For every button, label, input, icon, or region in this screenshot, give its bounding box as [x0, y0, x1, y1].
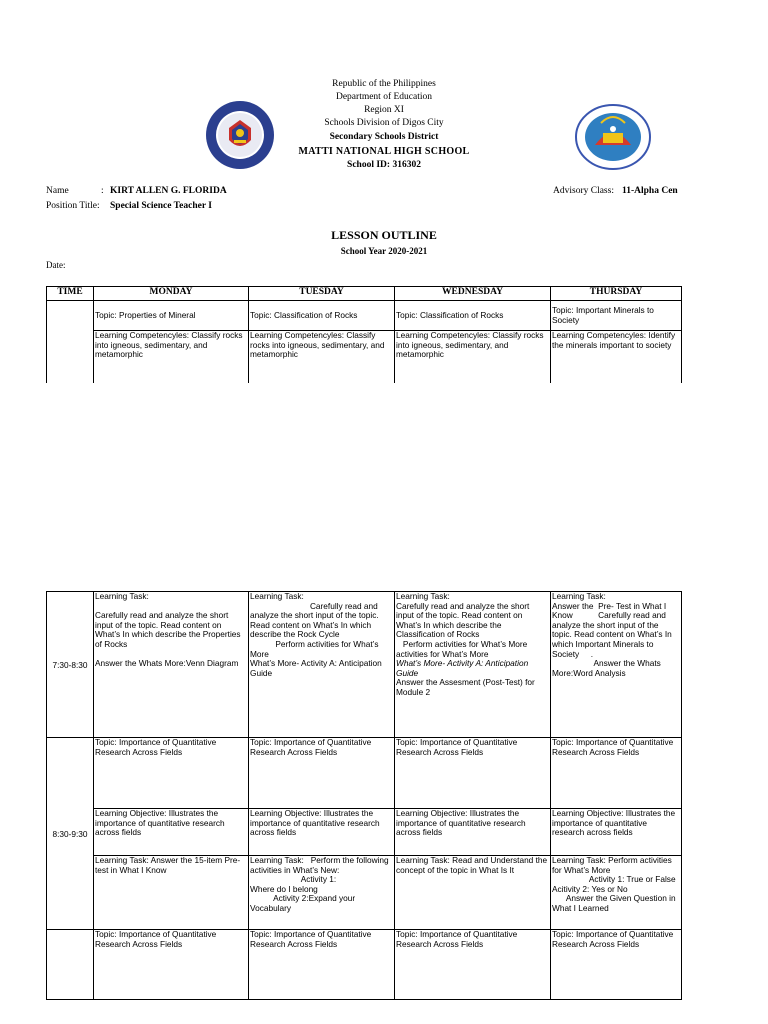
advisory-value: 11-Alpha Cen [622, 186, 678, 196]
time-cell [47, 930, 94, 1000]
name-value: KIRT ALLEN G. FLORIDA [110, 186, 227, 196]
document-title: LESSON OUTLINE [331, 228, 437, 242]
table-row [47, 592, 682, 738]
topic-cell: Topic: Importance of Quantitative Research Across Fields [551, 930, 682, 1000]
task-cell: Learning Task: Answer the Pre- Test in What I Know Carefully read and analyze the short input of the topic. Read content on What’s In which Important Minerals to Society . Answer the Whats More:Word Analysis [551, 592, 682, 738]
table-header-row [47, 287, 682, 301]
topic-cell: Topic: Importance of Quantitative Research Across Fields [249, 930, 395, 1000]
objective-cell: Learning Objective: Illustrates the importance of quantitative research across fields [94, 809, 249, 856]
header-line-3: Region XI [364, 105, 404, 115]
objective-cell: Learning Objective: Illustrates the importance of quantitative research across fields [551, 809, 682, 856]
topic-cell: Topic: Importance of Quantitative Research Across Fields [94, 738, 249, 809]
table-row [47, 856, 682, 930]
lesson-table-top [46, 286, 682, 383]
competency-cell: Learning Competencyles: Classify rocks into igneous, sedimentary, and metamorphic [249, 331, 395, 384]
table-row [47, 930, 682, 1000]
task-text: Learning Task: Carefully read and analyze the short input of the topic. Read content on What’s In which describe the Classification of Rocks Perform activities for What’s More activities for What’s More [396, 591, 530, 659]
date-label: Date: [46, 260, 66, 270]
task-cell: Learning Task: Carefully read and analyze the short input of the topic. Read content on What’s In which describe the Rock Cycle Perform activities for What’s More What’s More- Activity A: Anticipation Guide [249, 592, 395, 738]
competency-cell: Learning Competencyles: Classify rocks into igneous, sedimentary, and metamorphic [94, 331, 249, 384]
name-label: Name [46, 186, 69, 196]
task-text: Answer the Assesment (Post-Test) for Module 2 [396, 677, 538, 697]
topic-cell: Topic: Importance of Quantitative Research Across Fields [249, 738, 395, 809]
position-value: Special Science Teacher I [110, 201, 212, 211]
advisory-label: Advisory Class: [553, 186, 614, 196]
position-label: Position Title: [46, 201, 100, 211]
topic-cell: Topic: Importance of Quantitative Research Across Fields [551, 738, 682, 809]
time-cell: 8:30-9:30 [47, 738, 94, 930]
task-cell: Learning Task: Carefully read and analyze the short input of the topic. Read content on What’s In which describe the Properties of Rocks Answer the Whats More:Venn Diagram [94, 592, 249, 738]
task-cell: Learning Task: Answer the 15-item Pre-test in What I Know [94, 856, 249, 930]
header-monday: MONDAY [94, 287, 249, 301]
table-row [47, 738, 682, 809]
topic-cell: Topic: Importance of Quantitative Research Across Fields [395, 738, 551, 809]
task-cell: Learning Task: Read and Understand the concept of the topic in What Is It [395, 856, 551, 930]
topic-cell: Topic: Properties of Mineral [94, 301, 249, 331]
task-cell: Learning Task: Perform the following activities in What’s New: Activity 1: Where do I belong Activity 2:Expand your Vocabulary [249, 856, 395, 930]
table-row [47, 809, 682, 856]
header-thursday: THURSDAY [551, 287, 682, 301]
topic-cell: Topic: Classification of Rocks [395, 301, 551, 331]
school-id: School ID: 316302 [347, 160, 421, 170]
header-time: TIME [47, 287, 94, 301]
time-cell [47, 301, 94, 384]
objective-cell: Learning Objective: Illustrates the importance of quantitative research across fields [395, 809, 551, 856]
topic-cell: Topic: Important Minerals to Society [551, 301, 682, 331]
topic-cell: Topic: Importance of Quantitative Research Across Fields [94, 930, 249, 1000]
school-district: Secondary Schools District [329, 132, 439, 142]
table-row [47, 301, 682, 331]
school-year: School Year 2020-2021 [340, 246, 428, 256]
task-italic: What’s More- Activity A: Anticipation Guide [396, 658, 531, 678]
topic-cell: Topic: Importance of Quantitative Research Across Fields [395, 930, 551, 1000]
competency-cell: Learning Competencyles: Classify rocks into igneous, sedimentary, and metamorphic [395, 331, 551, 384]
lesson-table-bottom [46, 591, 682, 1000]
header-tuesday: TUESDAY [249, 287, 395, 301]
header-line-1: Republic of the Philippines [332, 79, 436, 89]
header-wednesday: WEDNESDAY [395, 287, 551, 301]
task-cell [395, 592, 551, 738]
topic-cell: Topic: Classification of Rocks [249, 301, 395, 331]
task-cell: Learning Task: Perform activities for What’s More Activity 1: True or False Acitivity 2: Yes or No Answer the Given Question in What I Learned [551, 856, 682, 930]
table-row [47, 331, 682, 384]
competency-cell: Learning Competencyles: Identify the minerals important to society [551, 331, 682, 384]
objective-cell: Learning Objective: Illustrates the importance of quantitative research across fields [249, 809, 395, 856]
school-name: MATTI NATIONAL HIGH SCHOOL [298, 146, 470, 157]
header-line-4: Schools Division of Digos City [324, 118, 444, 128]
time-cell: 7:30-8:30 [47, 592, 94, 738]
header-line-2: Department of Education [335, 92, 433, 102]
name-separator: : [101, 186, 104, 196]
